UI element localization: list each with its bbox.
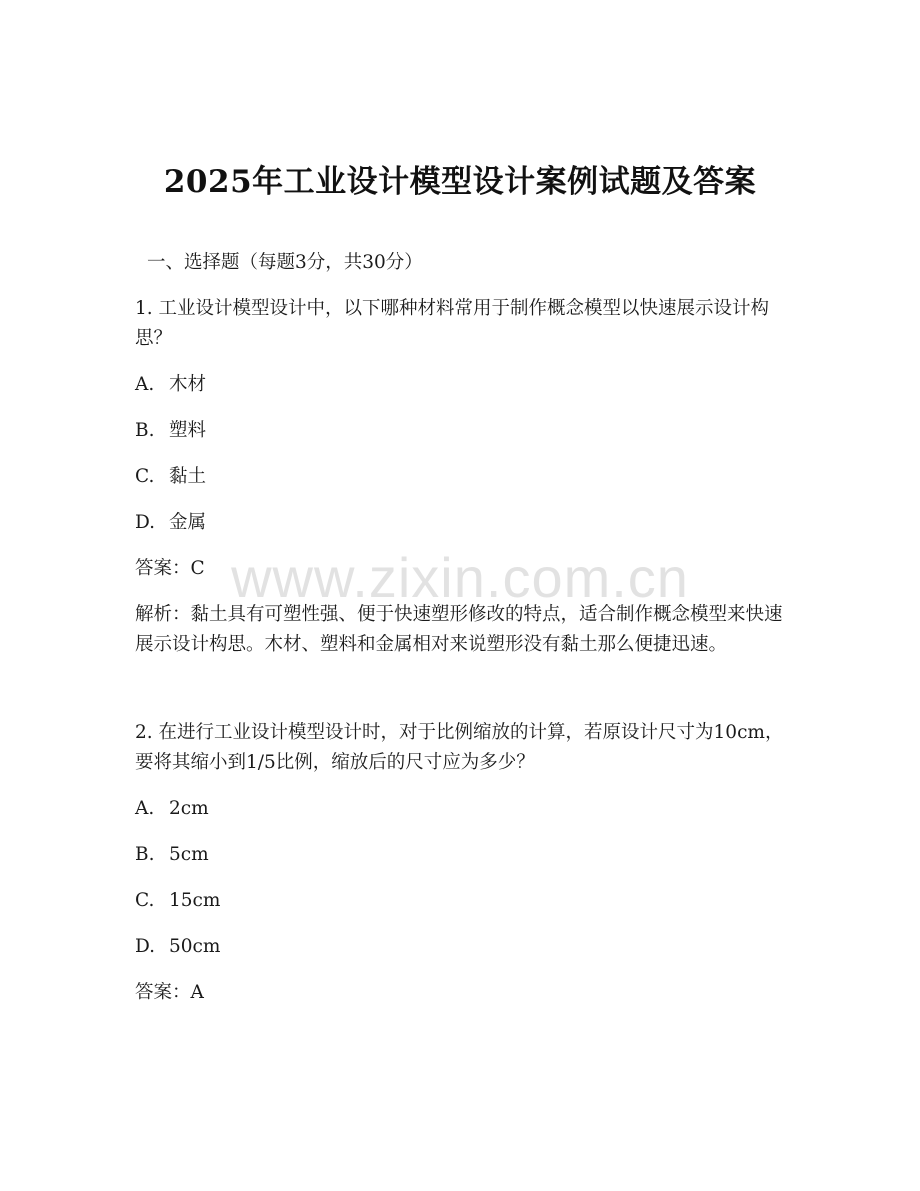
option-letter: D. xyxy=(135,936,156,957)
option-letter: A. xyxy=(135,798,155,819)
option-d xyxy=(135,932,785,962)
question-stem: 1. 工业设计模型设计中，以下哪种材料常用于制作概念模型以快速展示设计构思？ xyxy=(135,298,770,349)
spacer xyxy=(135,660,785,718)
option-letter: C. xyxy=(135,466,155,487)
document-title: 2025年工业设计模型设计案例试题及答案 xyxy=(163,164,757,200)
question-stem: 2. 在进行工业设计模型设计时，对于比例缩放的计算，若原设计尺寸为10cm，要将其缩小到1/5比例，缩放后的尺寸应为多少？ xyxy=(135,722,784,773)
option-c xyxy=(135,462,785,492)
answer-line: 答案：C xyxy=(135,558,205,579)
option-letter: A. xyxy=(135,374,155,395)
option-text: 2cm xyxy=(169,798,209,819)
section-heading: 一、选择题（每题3分，共30分） xyxy=(147,252,423,273)
option-b xyxy=(135,416,785,446)
option-a xyxy=(135,794,785,824)
option-text: 50cm xyxy=(169,936,221,957)
question-block-2 xyxy=(135,718,785,1008)
option-text: 金属 xyxy=(169,512,207,533)
option-text: 塑料 xyxy=(169,420,207,441)
option-c xyxy=(135,886,785,916)
option-d xyxy=(135,508,785,538)
answer-line: 答案：A xyxy=(135,982,204,1003)
watermark: www.zixin.com.cn xyxy=(231,546,689,609)
document-body xyxy=(135,248,785,1024)
explanation-text: 解析：黏土具有可塑性强、便于快速塑形修改的特点，适合制作概念模型来快速展示设计构思。木材、塑料和金属相对来说塑形没有黏土那么便捷迅速。 xyxy=(135,604,783,655)
option-text: 15cm xyxy=(169,890,221,911)
option-b xyxy=(135,840,785,870)
option-text: 黏土 xyxy=(169,466,207,487)
question-block-1 xyxy=(135,294,785,660)
option-a xyxy=(135,370,785,400)
option-letter: B. xyxy=(135,420,155,441)
option-letter: C. xyxy=(135,890,155,911)
option-text: 5cm xyxy=(169,844,209,865)
option-text: 木材 xyxy=(169,374,207,395)
option-letter: B. xyxy=(135,844,155,865)
option-letter: D. xyxy=(135,512,156,533)
